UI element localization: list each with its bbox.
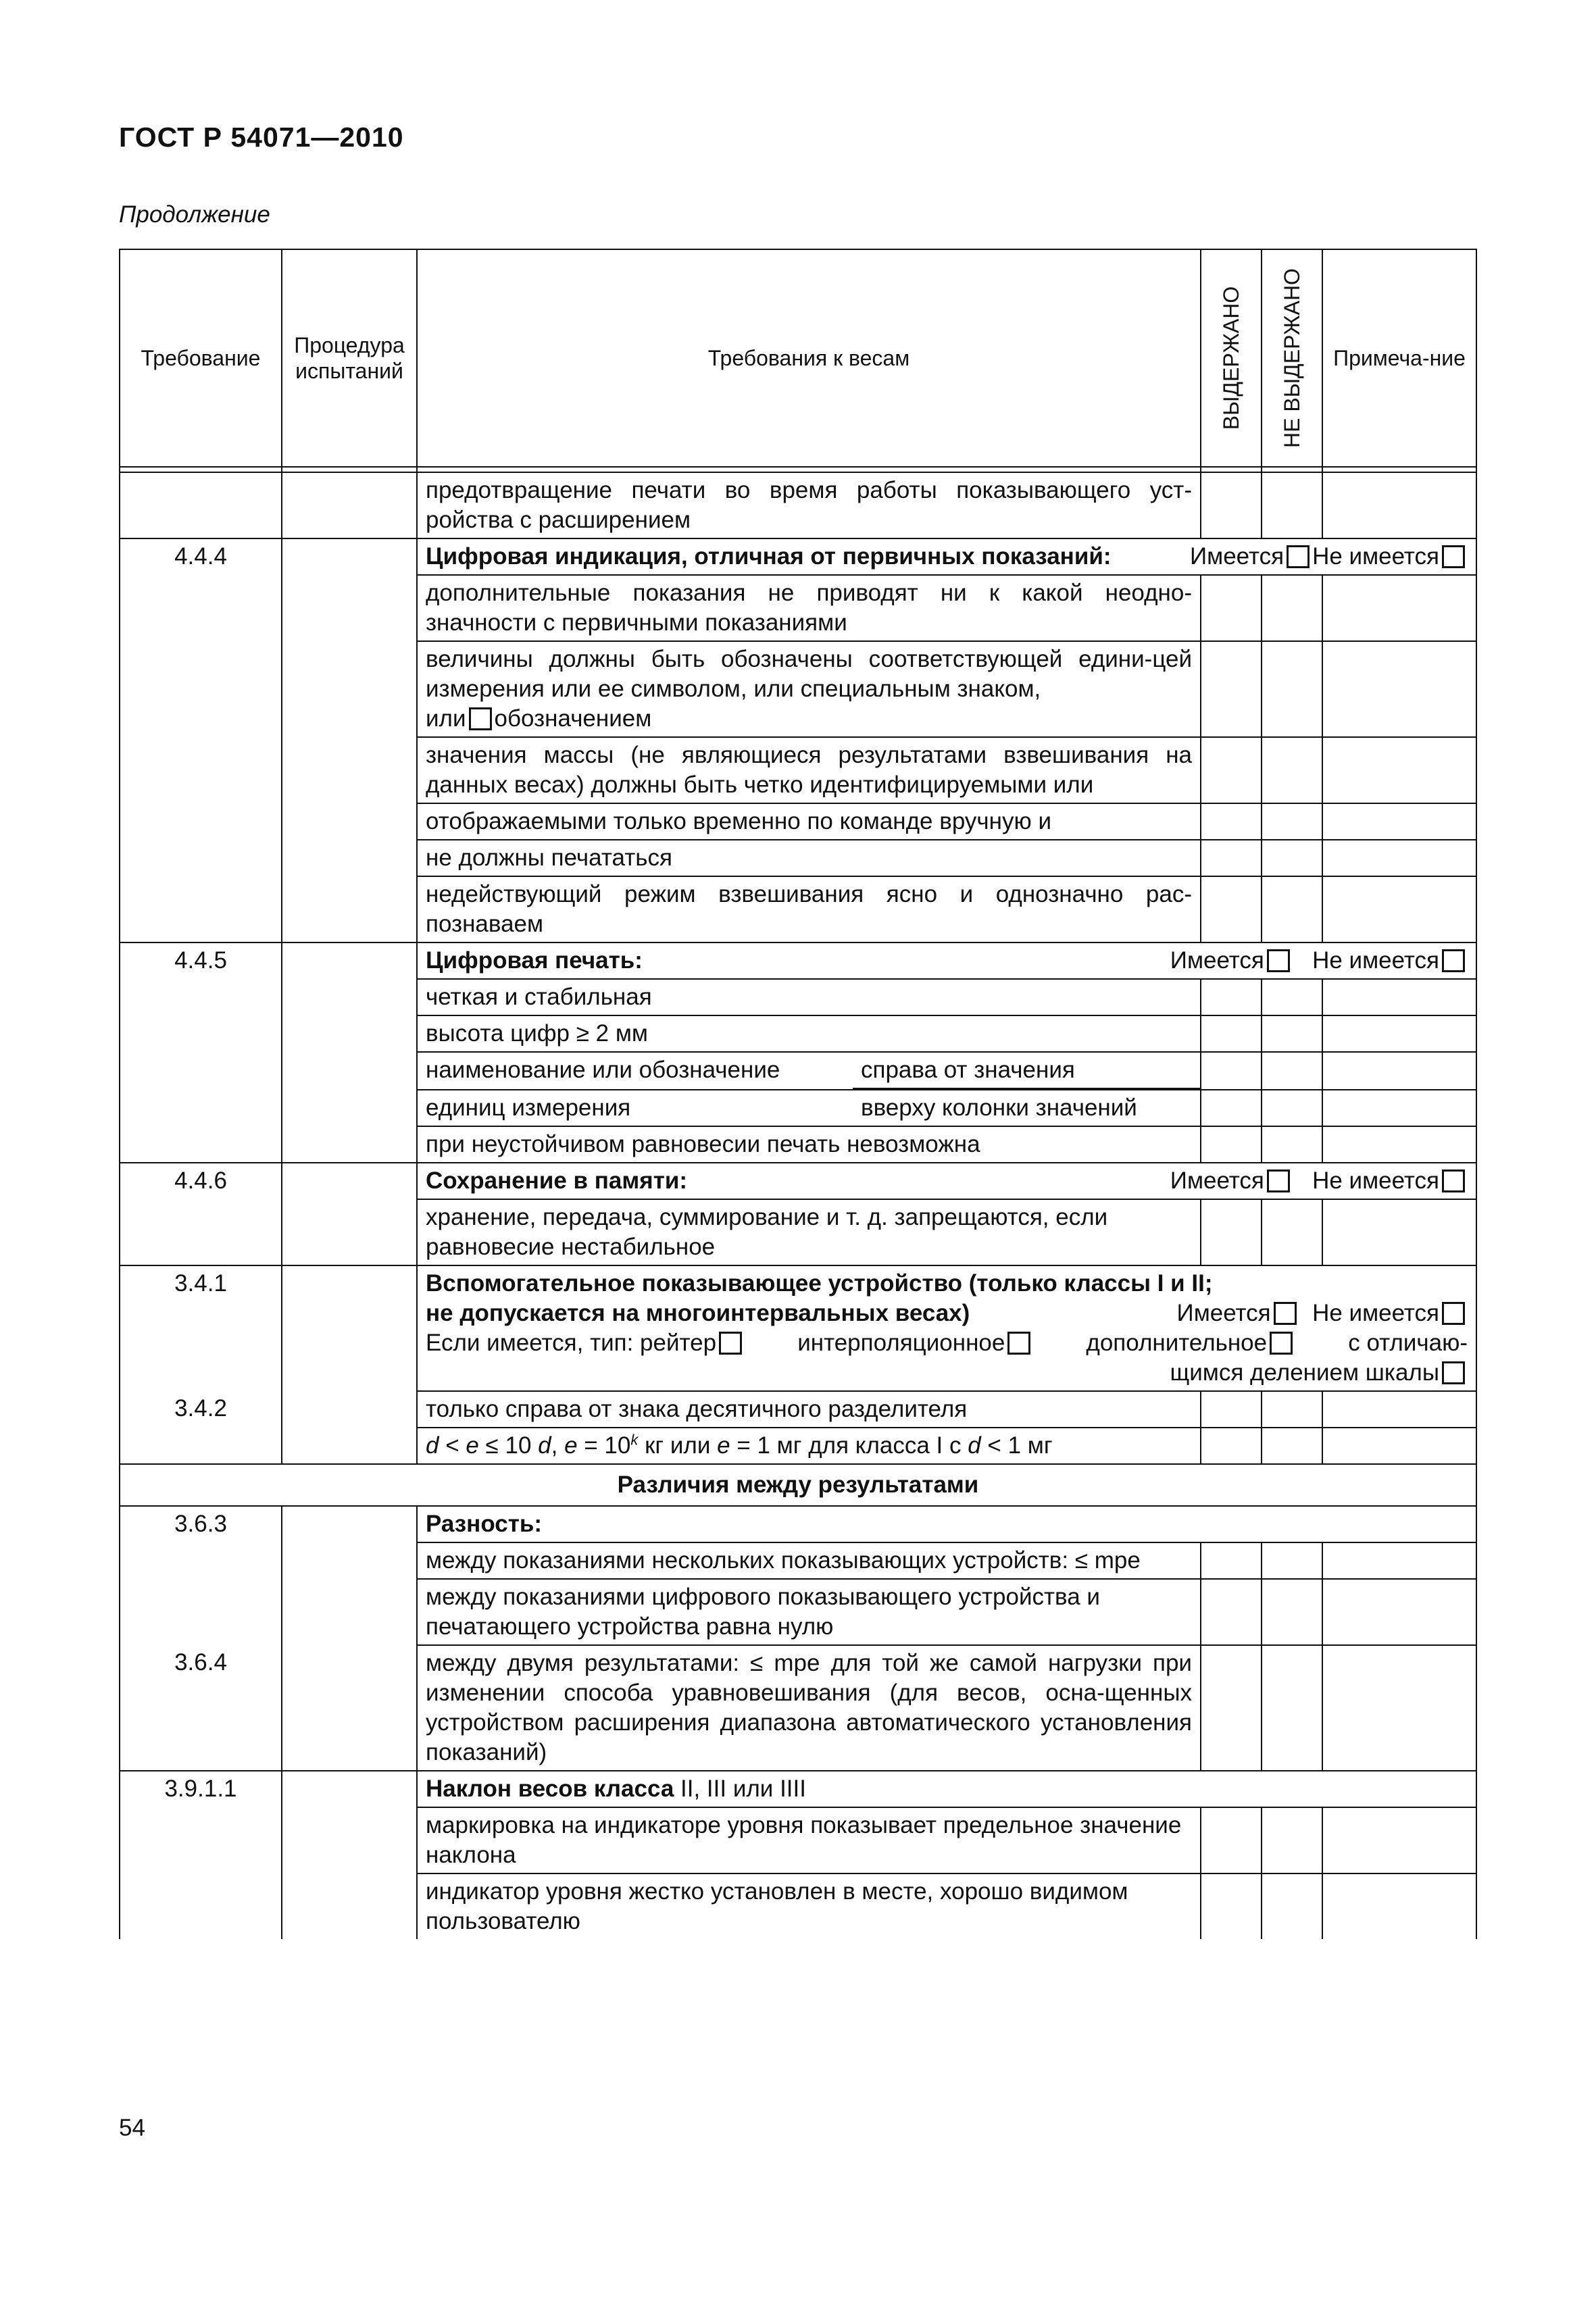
symbol-checkbox[interactable]	[469, 707, 492, 730]
differentiated-division-checkbox[interactable]	[1442, 1361, 1465, 1384]
table-row: значения массы (не являющиеся результатами взвешивания на данных весах) должны быть четко идентифицируемыми или	[120, 737, 1476, 803]
table-row: 4.4.5 Цифровая печать: Имеется Не имеется	[120, 942, 1476, 979]
table-row: при неустойчивом равновесии печать невозможна	[120, 1126, 1476, 1163]
has-checkbox[interactable]	[1267, 1169, 1290, 1192]
col-procedure: Процедура испытаний	[282, 249, 417, 467]
section-header: Различия между результатами	[120, 1464, 1476, 1506]
rider-checkbox[interactable]	[719, 1332, 742, 1355]
table-row: недействующий режим взвешивания ясно и однозначно рас-познаваем	[120, 876, 1476, 942]
col-note: Примеча-ние	[1322, 249, 1476, 467]
requirements-table	[119, 249, 1477, 1939]
table-row: не должны печататься	[120, 840, 1476, 876]
table-row: 3.4.1 Вспомогательное показывающее устройство (только классы I и II; не допускается на многоинтервальных весах) Имеется Не имеется Если имеется, тип: рейтер интерполяционное дополнительное с отличаю- щимся делением шкалы	[120, 1265, 1476, 1391]
table-row: 4.4.4 Цифровая индикация, отличная от первичных показаний: Имеется Не имеется	[120, 538, 1476, 575]
table-row: отображаемыми только временно по команде вручную и	[120, 803, 1476, 840]
interpolation-checkbox[interactable]	[1007, 1332, 1030, 1355]
table-row: 3.6.3 Разность:	[120, 1506, 1476, 1542]
additional-checkbox[interactable]	[1270, 1332, 1293, 1355]
col-scale-requirements: Требования к весам	[417, 249, 1201, 467]
has-not-checkbox[interactable]	[1442, 1302, 1465, 1325]
table-row: 3.6.4 между двумя результатами: ≤ mpe для той же самой нагрузки при изменении способа уравновешивания (для весов, осна-щенных устройством расширения диапазона автоматического установления показаний)	[120, 1645, 1476, 1771]
table-row: маркировка на индикаторе уровня показывает предельное значение наклона	[120, 1807, 1476, 1873]
table-row: индикатор уровня жестко установлен в месте, хорошо видимом пользователю	[120, 1873, 1476, 1939]
col-failed: НЕ ВЫДЕРЖАНО	[1262, 249, 1322, 467]
continuation-label: Продолжение	[119, 201, 270, 228]
table-row: четкая и стабильная	[120, 979, 1476, 1015]
has-not-checkbox[interactable]	[1442, 545, 1465, 568]
col-requirement: Требование	[120, 249, 282, 467]
table-row: между показаниями нескольких показывающих устройств: ≤ mpe	[120, 1542, 1476, 1579]
table-row: дополнительные показания не приводят ни к какой неодно-значности с первичными показаниями	[120, 575, 1476, 641]
page-number: 54	[119, 2115, 145, 2141]
table-row: d < e ≤ 10 d, $e = 10^k$ кг или e = 1 мг для класса I с d < 1 мг	[120, 1428, 1476, 1464]
col-passed: ВЫДЕРЖАНО	[1201, 249, 1262, 467]
has-not-checkbox[interactable]	[1442, 1169, 1465, 1192]
table-row: 3.9.1.1 Наклон весов класса II, III или IIII	[120, 1771, 1476, 1807]
table-row: наименование или обозначение справа от значения	[120, 1052, 1476, 1090]
table-row: высота цифр ≥ 2 мм	[120, 1015, 1476, 1052]
table-row: величины должны быть обозначены соответствующей едини-цей измерения или ее символом, или специальным знаком, или обозначением	[120, 641, 1476, 737]
table-row: предотвращение печати во время работы показывающего уст-ройства с расширением	[120, 472, 1476, 538]
has-checkbox[interactable]	[1274, 1302, 1297, 1325]
table-row: 4.4.6 Сохранение в памяти: Имеется Не имеется	[120, 1163, 1476, 1199]
has-checkbox[interactable]	[1287, 545, 1310, 568]
table-row: 3.4.2 только справа от знака десятичного разделителя	[120, 1391, 1476, 1428]
has-checkbox[interactable]	[1267, 949, 1290, 972]
table-row: единиц измерения вверху колонки значений	[120, 1090, 1476, 1126]
table-row: хранение, передача, суммирование и т. д. запрещаются, если равновесие нестабильное	[120, 1199, 1476, 1265]
table-row: между показаниями цифрового показывающего устройства и печатающего устройства равна нулю	[120, 1579, 1476, 1645]
document-code: ГОСТ Р 54071—2010	[119, 122, 404, 153]
has-not-checkbox[interactable]	[1442, 949, 1465, 972]
